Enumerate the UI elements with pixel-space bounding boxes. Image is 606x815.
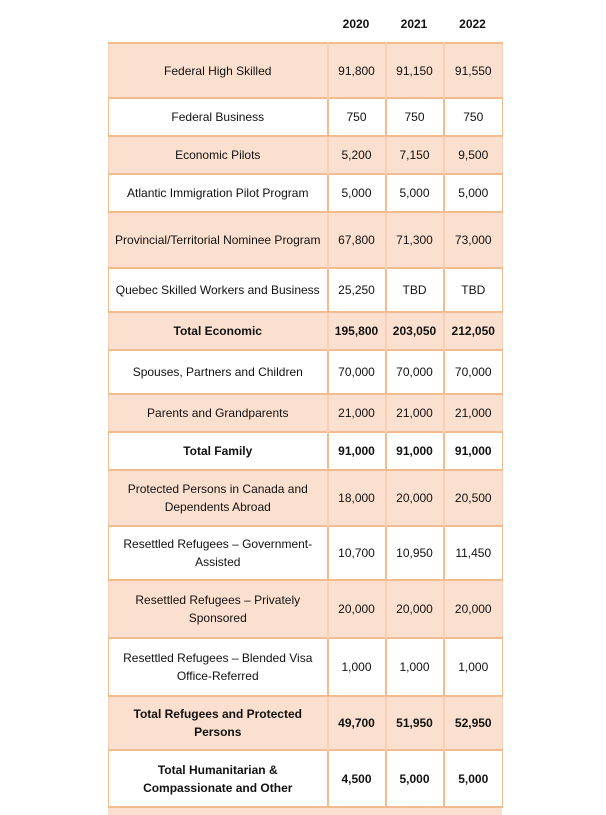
row-category: Resettled Refugees – Blended Visa Office-Referred xyxy=(109,638,328,696)
row-category: Provincial/Territorial Nominee Program xyxy=(109,212,328,268)
row-value-2020: 750 xyxy=(328,98,386,136)
row-value-2022: 20,500 xyxy=(444,470,503,526)
row-value-2022: 73,000 xyxy=(444,212,503,268)
row-category: Total Family xyxy=(109,432,328,470)
row-value-2020: 5,200 xyxy=(328,136,386,174)
row-value-2021: 1,000 xyxy=(386,638,444,696)
table-row xyxy=(109,174,503,212)
row-value-2022: 1,000 xyxy=(444,638,503,696)
row-value-2022: 20,000 xyxy=(444,580,503,638)
row-category: Protected Persons in Canada and Dependents Abroad xyxy=(109,470,328,526)
row-value-2022: 91,000 xyxy=(444,432,503,470)
row-category: Atlantic Immigration Pilot Program xyxy=(109,174,328,212)
row-value-2020: 21,000 xyxy=(328,394,386,432)
year-header-2021: 2021 xyxy=(400,17,428,31)
row-value-2021: 71,300 xyxy=(386,212,444,268)
row-value-2022: 9,500 xyxy=(444,136,503,174)
row-value-2020: 10,700 xyxy=(328,526,386,580)
row-value-2021: 51,950 xyxy=(386,696,444,750)
row-value-2021: 10,950 xyxy=(386,526,444,580)
row-value-2020: 25,250 xyxy=(328,268,386,312)
row-category: Parents and Grandparents xyxy=(109,394,328,432)
year-header-2020: 2020 xyxy=(342,17,370,31)
table-body xyxy=(109,43,503,807)
row-value-2020: 91,000 xyxy=(328,432,386,470)
header-blank-cell xyxy=(108,14,327,34)
row-category: Federal High Skilled xyxy=(109,43,328,98)
table-row xyxy=(109,394,503,432)
table-row xyxy=(109,212,503,268)
row-category: Resettled Refugees – Privately Sponsored xyxy=(109,580,328,638)
row-value-2020: 67,800 xyxy=(328,212,386,268)
row-value-2022: 52,950 xyxy=(444,696,503,750)
row-category: Federal Business xyxy=(109,98,328,136)
row-value-2021: 20,000 xyxy=(386,580,444,638)
row-value-2022: 212,050 xyxy=(444,312,503,350)
row-value-2022: 70,000 xyxy=(444,350,503,394)
row-value-2020: 70,000 xyxy=(328,350,386,394)
row-value-2020: 4,500 xyxy=(328,750,386,807)
table-row xyxy=(109,312,503,350)
row-value-2021: TBD xyxy=(386,268,444,312)
table-row xyxy=(109,43,503,98)
year-header-2022: 2022 xyxy=(459,17,486,31)
row-value-2021: 91,150 xyxy=(386,43,444,98)
row-value-2020: 18,000 xyxy=(328,470,386,526)
row-value-2021: 7,150 xyxy=(386,136,444,174)
row-value-2021: 21,000 xyxy=(386,394,444,432)
row-value-2020: 20,000 xyxy=(328,580,386,638)
row-value-2022: 750 xyxy=(444,98,503,136)
year-header-row xyxy=(108,14,502,34)
row-value-2021: 750 xyxy=(386,98,444,136)
row-category: Economic Pilots xyxy=(109,136,328,174)
immigration-levels-table xyxy=(108,42,503,808)
table-row xyxy=(109,580,503,638)
next-row-edge xyxy=(108,806,502,815)
row-value-2021: 5,000 xyxy=(386,750,444,807)
row-value-2021: 20,000 xyxy=(386,470,444,526)
row-value-2021: 91,000 xyxy=(386,432,444,470)
row-category: Total Refugees and Protected Persons xyxy=(109,696,328,750)
row-value-2020: 49,700 xyxy=(328,696,386,750)
table-row xyxy=(109,350,503,394)
row-category: Total Humanitarian & Compassionate and Other xyxy=(109,750,328,807)
row-value-2022: 11,450 xyxy=(444,526,503,580)
table-row xyxy=(109,268,503,312)
table-row xyxy=(109,136,503,174)
row-value-2022: 5,000 xyxy=(444,750,503,807)
row-category: Resettled Refugees – Government-Assisted xyxy=(109,526,328,580)
row-value-2021: 203,050 xyxy=(386,312,444,350)
row-value-2022: 21,000 xyxy=(444,394,503,432)
row-value-2021: 70,000 xyxy=(386,350,444,394)
row-category: Quebec Skilled Workers and Business xyxy=(109,268,328,312)
row-value-2020: 5,000 xyxy=(328,174,386,212)
row-category: Total Economic xyxy=(109,312,328,350)
table-row xyxy=(109,432,503,470)
row-value-2021: 5,000 xyxy=(386,174,444,212)
row-value-2022: 91,550 xyxy=(444,43,503,98)
table-row xyxy=(109,526,503,580)
table-row xyxy=(109,470,503,526)
table-row xyxy=(109,750,503,807)
row-value-2020: 1,000 xyxy=(328,638,386,696)
row-value-2020: 195,800 xyxy=(328,312,386,350)
table-row xyxy=(109,638,503,696)
table-row xyxy=(109,98,503,136)
row-value-2020: 91,800 xyxy=(328,43,386,98)
row-value-2022: 5,000 xyxy=(444,174,503,212)
table-row xyxy=(109,696,503,750)
row-category: Spouses, Partners and Children xyxy=(109,350,328,394)
row-value-2022: TBD xyxy=(444,268,503,312)
